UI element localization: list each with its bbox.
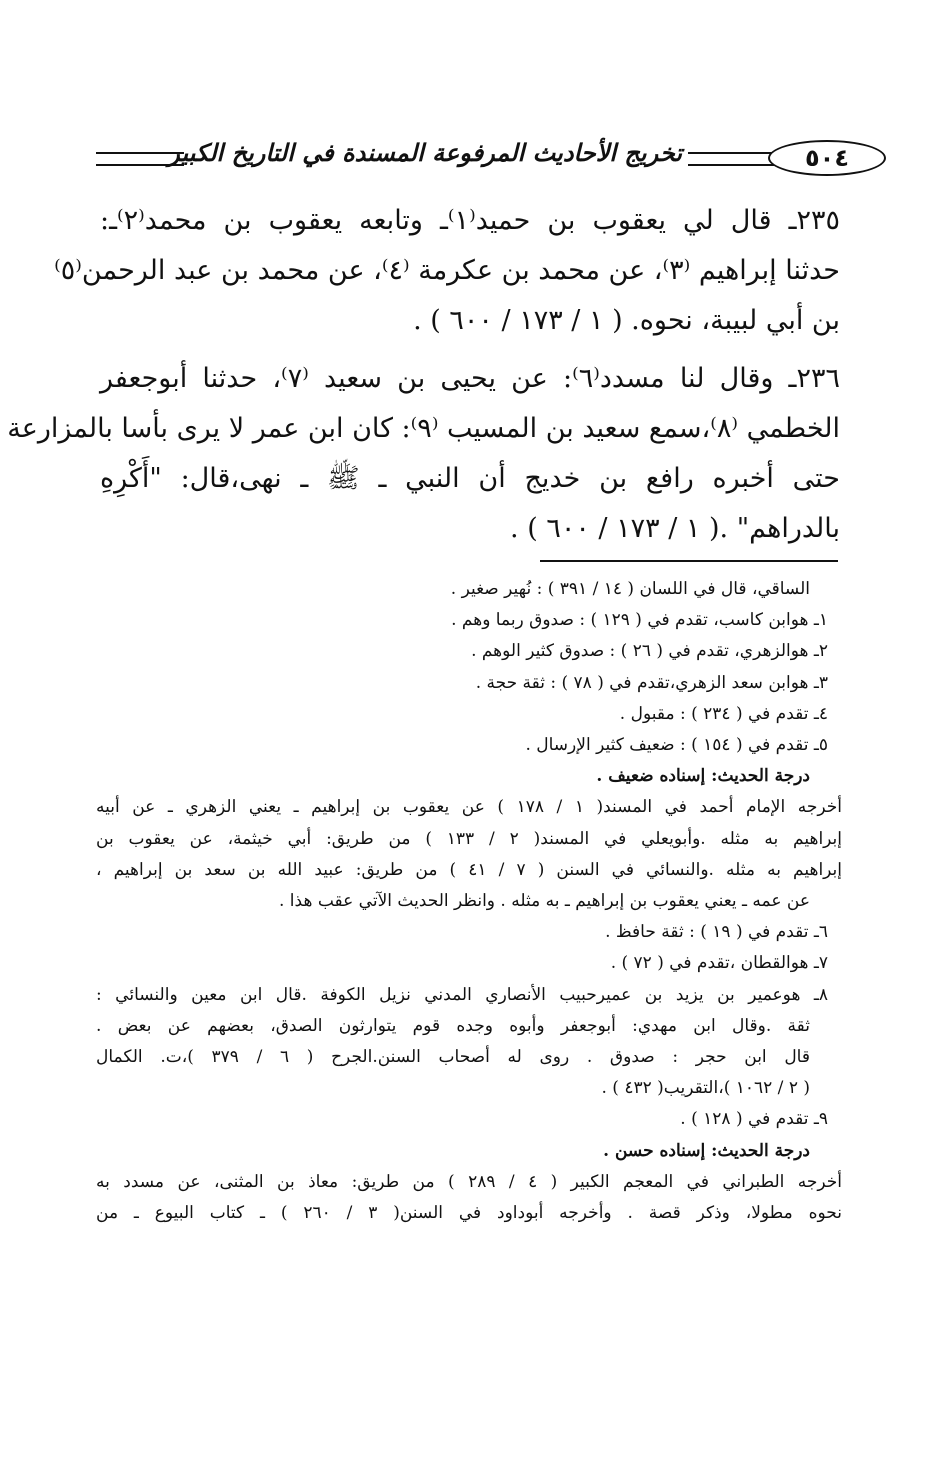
footnote-line: ٧ـ هوالقطان ،تقدم في ( ٧٢ ) . <box>610 953 828 974</box>
footnote-line: ٩ـ تقدم في ( ١٢٨ ) . <box>680 1109 828 1130</box>
hadith-grade: درجة الحديث: إسناده حسن . <box>603 1140 810 1161</box>
text-line: الخطمي ⁽٨⁾،سمع سعيد بن المسيب ⁽٩⁾: كان ابن عمر لا يرى بأسا بالمزارعة <box>7 413 840 444</box>
footnote-line: الساقي، قال في اللسان ( ١٤ / ٣٩١ ) : نُهير صغير . <box>450 579 810 599</box>
footnote-line: أخرجه الإمام أحمد في المسند( ١ / ١٧٨ ) عن يعقوب بن إبراهيم ـ يعني الزهري ـ عن أبيه <box>96 797 842 818</box>
footnote-line: ( ٢ / ١٠٦٢ )،التقريب( ٤٣٢ ) . <box>601 1078 810 1099</box>
footnote-line: قال ابن حجر : صدوق . روى له أصحاب السنن.الجرح ( ٦ / ٣٧٩ )،ت. الكمال <box>96 1047 810 1068</box>
footnote-separator <box>540 560 838 562</box>
footnote-line: عن عمه ـ يعني يعقوب بن إبراهيم ـ به مثله . وانظر الحديث الآتي عقب هذا . <box>279 891 810 912</box>
hadith-236 <box>7 354 840 554</box>
footnote-line: ٨ـ هوعمير بن يزيد بن عميرحبيب الأنصاري المدني نزيل الكوفة .قال ابن معين والنسائي : <box>96 984 828 1005</box>
footnote-line: ٣ـ هوابن سعد الزهري،تقدم في ( ٧٨ ) : ثقة حجة . <box>475 672 828 693</box>
footnote-line: إبراهيم به مثله .والنسائي في السنن ( ٧ / ٤١ ) من طريق: عبيد الله بن سعد بن إبراهيم ، <box>96 859 842 880</box>
text-line: بالدراهم" .( ١ / ١٧٣ / ٦٠٠ ) . <box>510 513 840 544</box>
hadith-grade: درجة الحديث: إسناده ضعيف . <box>596 766 810 787</box>
running-title: تخريج الأحاديث المرفوعة المسندة في التاريخ الكبير <box>168 138 682 167</box>
text-line: حدثنا إبراهيم ⁽٣⁾، عن محمد بن عكرمة ⁽٤⁾، عن محمد بن عبد الرحمن⁽٥⁾ <box>54 255 840 286</box>
footnote-line: نحوه مطولا، وذكر قصة . وأخرجه أبوداود في السنن( ٣ / ٢٦٠ ) ـ كتاب البيوع ـ من <box>96 1203 842 1224</box>
footnote-line: ثقة .وقال ابن مهدي: أبوجعفر وأبوه وجده قوم يتوارثون الصدق، بعضهم عن بعض . <box>96 1015 810 1036</box>
footnote-line: ١ـ هوابن كاسب، تقدم في ( ١٢٩ ) : صدوق ربما وهم . <box>451 610 828 631</box>
footnote-line: ٢ـ هوالزهري، تقدم في ( ٢٦ ) : صدوق كثير الوهم . <box>471 641 828 662</box>
footnote-line: إبراهيم به مثله .وأبويعلي في المسند( ٢ / ١٣٣ ) من طريق: أبي خيثمة، عن يعقوب بن <box>96 828 842 849</box>
footnote-line: أخرجه الطبراني في المعجم الكبير ( ٤ / ٢٨٩ ) من طريق: معاذ بن المثنى، عن مسدد به <box>96 1171 843 1192</box>
text-line: ٢٣٥ـ قال لي يعقوب بن حميد⁽١⁾ـ وتابعه يعقوب بن محمد⁽٢⁾ـ: <box>100 205 840 236</box>
text-line: بن أبي لبيبة، نحوه. ( ١ / ١٧٣ / ٦٠٠ ) . <box>413 305 840 336</box>
page-header <box>96 136 849 182</box>
hadith-235 <box>54 196 840 346</box>
footnote-line: ٥ـ تقدم في ( ١٥٤ ) : ضعيف كثير الإرسال . <box>525 735 828 756</box>
page-number: ٥٠٤ <box>768 140 886 176</box>
footnote-line: ٦ـ تقدم في ( ١٩ ) : ثقة حافظ . <box>605 922 828 943</box>
text-line: ٢٣٦ـ وقال لنا مسدد⁽٦⁾: عن يحيى بن سعيد ⁽٧⁾، حدثنا أبوجعفر <box>100 363 840 394</box>
footnotes <box>96 574 842 1229</box>
footnote-line: ٤ـ تقدم في ( ٢٣٤ ) : مقبول . <box>619 703 828 724</box>
text-line: حتى أخبره رافع بن خديج أن النبي ـ ﷺ ـ نهى،قال: "أَكْرِهِ <box>100 463 840 494</box>
